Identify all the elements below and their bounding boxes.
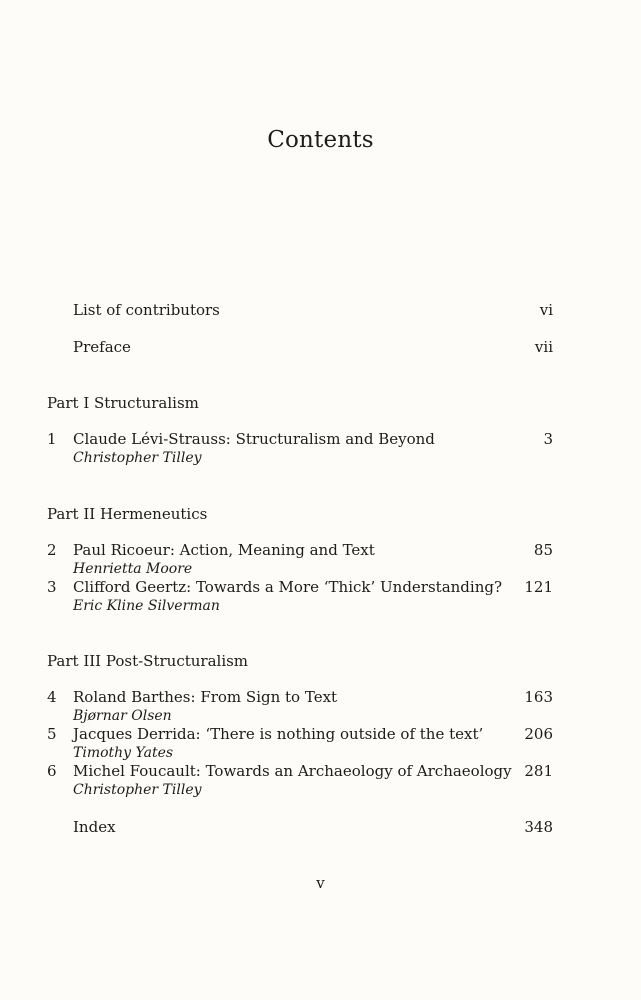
chapter-page: 163 xyxy=(524,688,553,706)
chapter-author: Christopher Tilley xyxy=(73,450,202,466)
toc-entry-index xyxy=(47,818,553,836)
page-title: Contents xyxy=(267,127,374,153)
toc-chapter xyxy=(47,725,553,743)
chapter-page: 281 xyxy=(524,762,553,780)
chapter-page: 3 xyxy=(543,430,553,448)
chapter-number: 3 xyxy=(47,578,57,596)
part-heading: Part I Structuralism xyxy=(47,394,199,412)
chapter-title: Clifford Geertz: Towards a More ‘Thick’ Understanding? xyxy=(73,578,503,596)
chapter-title: Claude Lévi-Strauss: Structuralism and Beyond xyxy=(73,430,435,448)
chapter-title: Paul Ricoeur: Action, Meaning and Text xyxy=(73,541,375,559)
toc-entry-contributors xyxy=(47,301,553,319)
toc-entry-preface xyxy=(47,338,553,356)
entry-title: List of contributors xyxy=(73,301,220,319)
entry-title: Preface xyxy=(73,338,131,356)
entry-page: 348 xyxy=(524,818,553,836)
toc-chapter xyxy=(47,578,553,596)
chapter-number: 5 xyxy=(47,725,57,743)
chapter-title: Michel Foucault: Towards an Archaeology of Archaeology xyxy=(73,762,512,780)
chapter-number: 4 xyxy=(47,688,57,706)
chapter-title: Roland Barthes: From Sign to Text xyxy=(73,688,338,706)
chapter-page: 85 xyxy=(533,541,553,559)
chapter-number: 2 xyxy=(47,541,57,559)
chapter-author: Christopher Tilley xyxy=(73,782,202,798)
toc-chapter xyxy=(47,762,553,780)
chapter-author: Eric Kline Silverman xyxy=(73,598,220,614)
entry-page: vii xyxy=(534,338,553,356)
toc-chapter xyxy=(47,541,553,559)
entry-page: vi xyxy=(539,301,553,319)
chapter-number: 6 xyxy=(47,762,57,780)
page-number: v xyxy=(316,874,325,892)
part-heading: Part III Post-Structuralism xyxy=(47,652,249,670)
chapter-page: 121 xyxy=(524,578,553,596)
chapter-number: 1 xyxy=(47,430,57,448)
chapter-title: Jacques Derrida: ‘There is nothing outside of the text’ xyxy=(73,725,484,743)
part-heading: Part II Hermeneutics xyxy=(47,505,208,523)
toc-chapter xyxy=(47,688,553,706)
entry-title: Index xyxy=(73,818,116,836)
chapter-author: Bjørnar Olsen xyxy=(73,708,172,724)
chapter-author: Timothy Yates xyxy=(73,745,174,761)
toc-chapter xyxy=(47,430,553,448)
chapter-author: Henrietta Moore xyxy=(73,561,193,577)
chapter-page: 206 xyxy=(524,725,553,743)
